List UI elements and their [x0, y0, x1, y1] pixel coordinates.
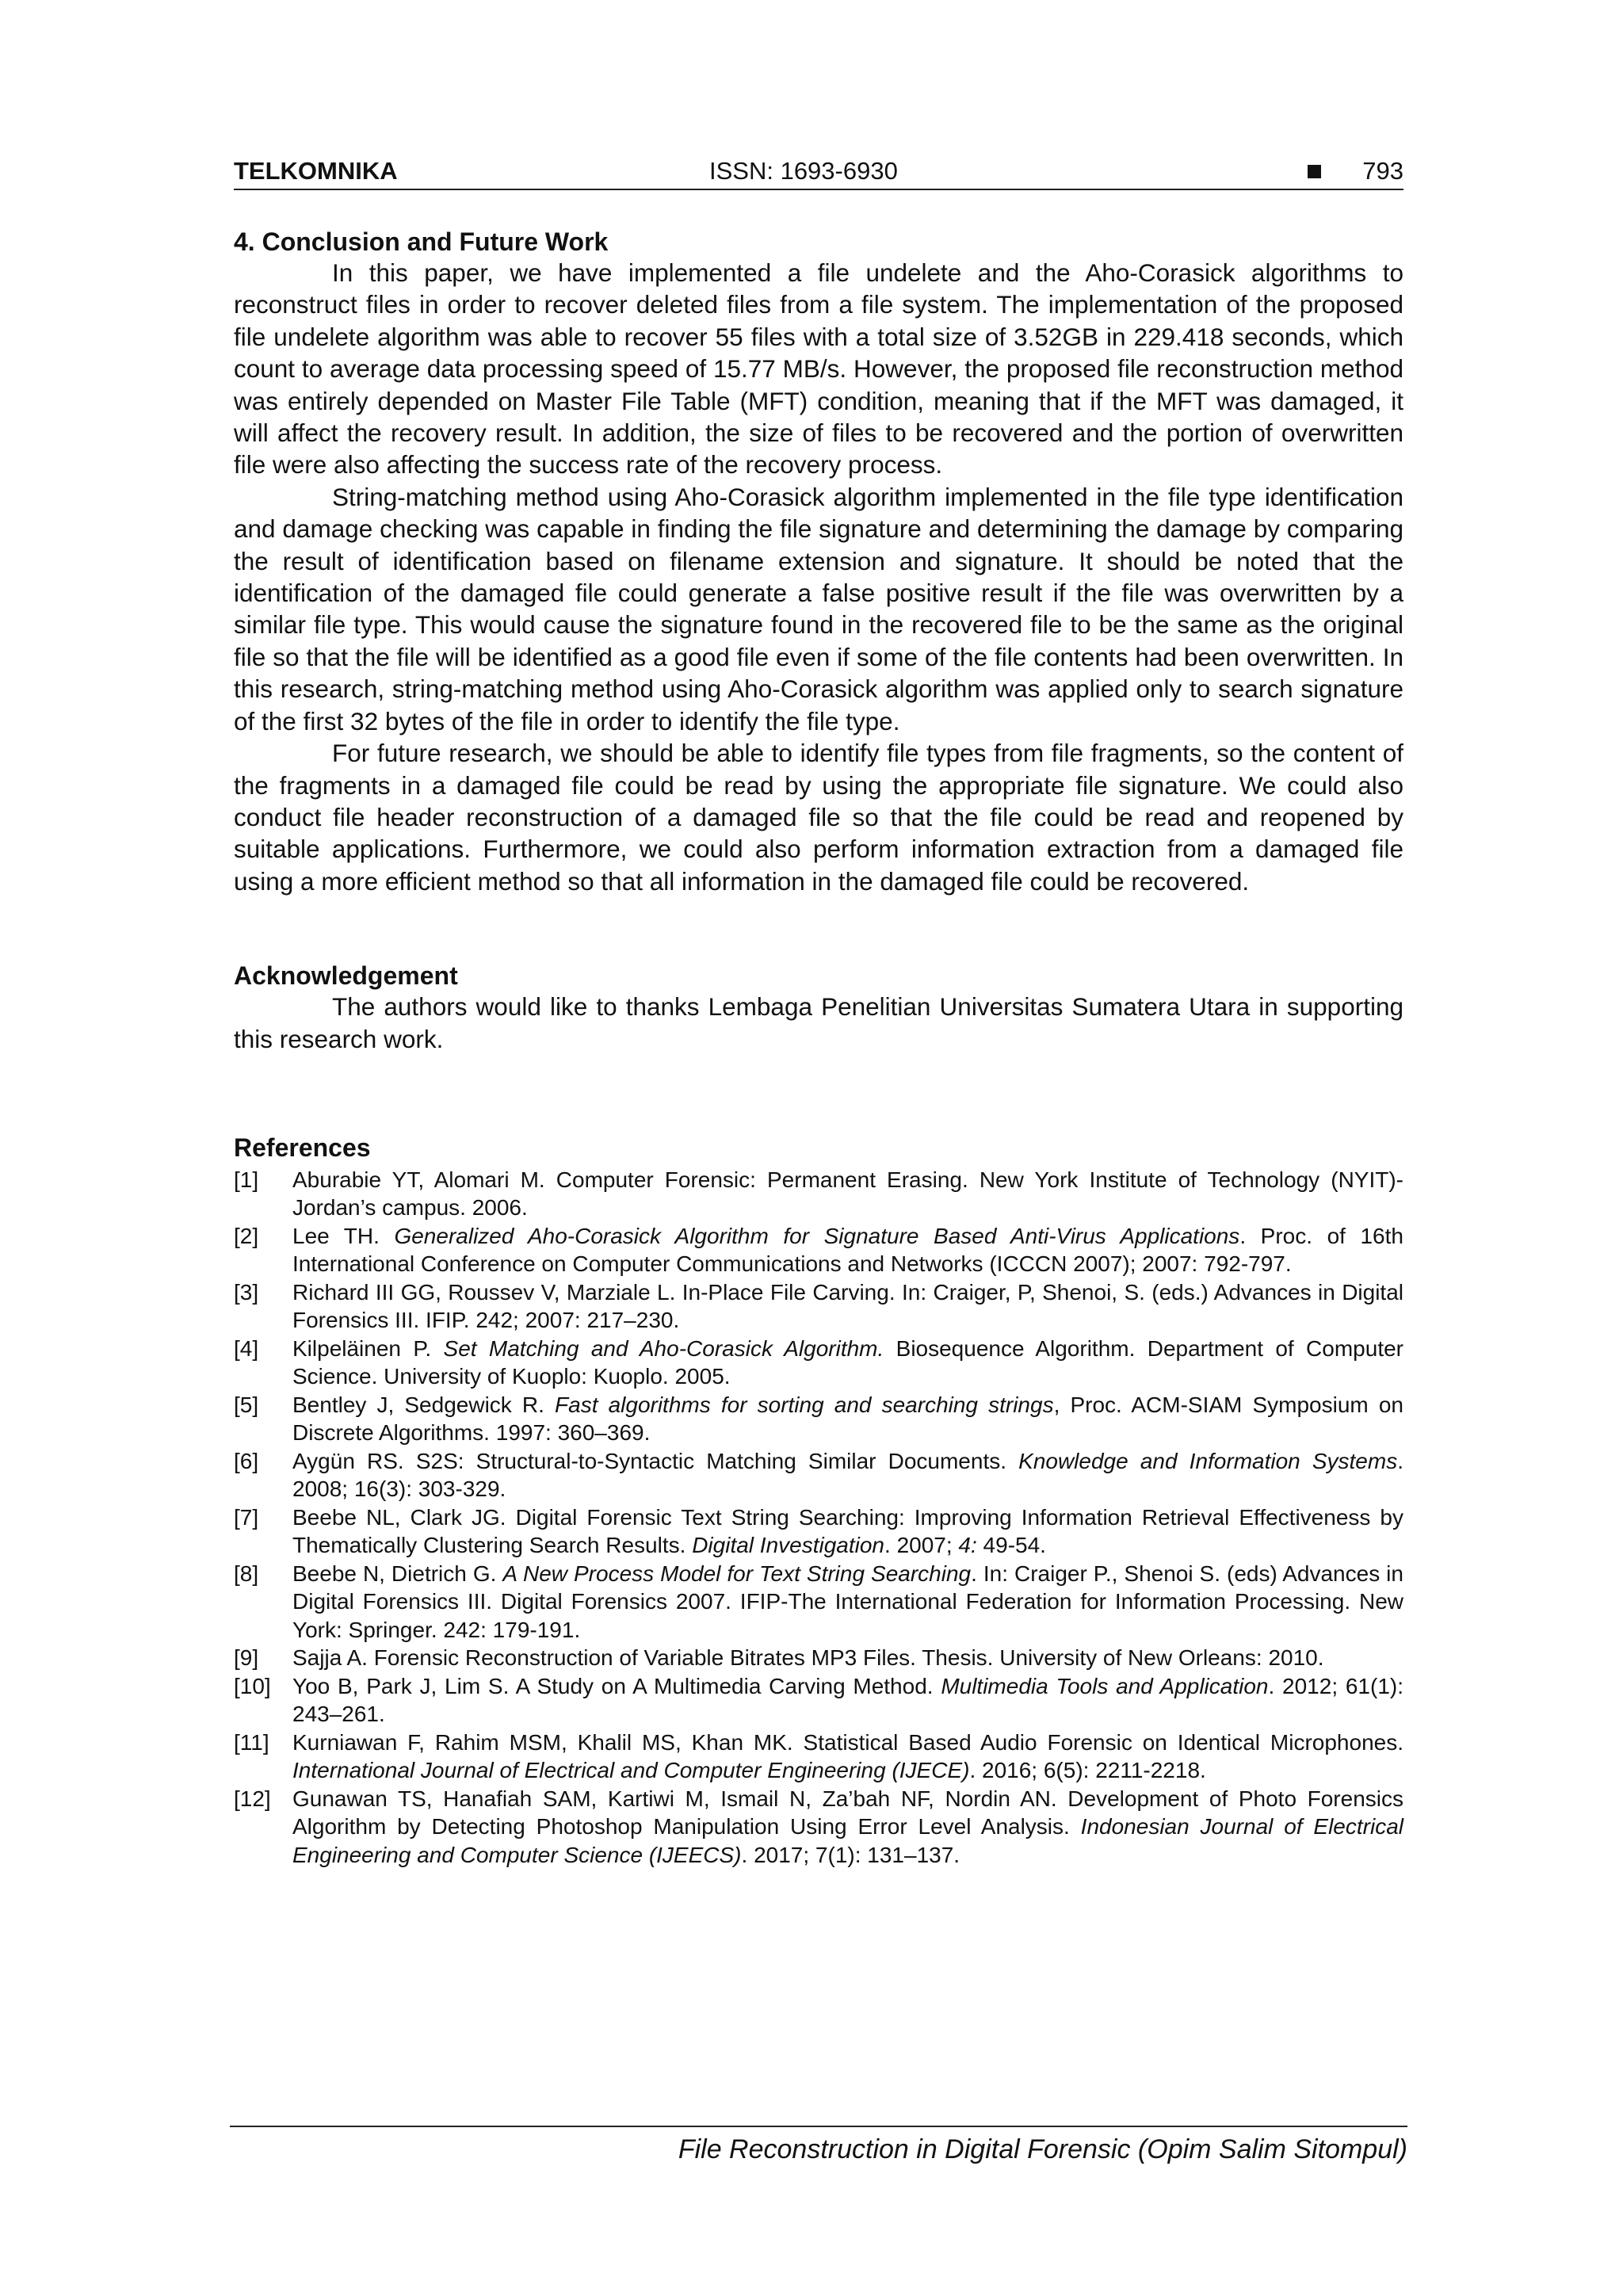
reference-item [234, 1672, 1403, 1729]
reference-item [234, 1644, 1403, 1672]
reference-text [292, 1222, 1403, 1278]
reference-segment: Biosequence Algorithm. Department of Computer Science. University of Kuoplo: Kuoplo. 2005. [292, 1335, 1403, 1389]
reference-list [234, 1166, 1403, 1870]
reference-italic-segment: Generalized Aho-Corasick Algorithm for Signature Based Anti-Virus Applications [394, 1223, 1240, 1248]
journal-name: TELKOMNIKA [234, 157, 398, 185]
reference-segment: Kilpeläinen P. [292, 1335, 444, 1361]
reference-text [292, 1560, 1403, 1645]
reference-text [292, 1335, 1403, 1391]
reference-segment: . 2016; 6(5): 2211-2218. [969, 1758, 1206, 1783]
reference-segment: Aygün RS. S2S: Structural-to-Syntactic Matching Similar Documents. [292, 1448, 1019, 1473]
references-section [234, 1133, 1403, 1870]
reference-number: [4] [234, 1335, 259, 1361]
reference-number: [8] [234, 1561, 259, 1586]
reference-italic-segment: Set Matching and Aho-Corasick Algorithm. [443, 1335, 884, 1361]
reference-item [234, 1222, 1403, 1278]
reference-item [234, 1335, 1403, 1391]
reference-text [292, 1278, 1403, 1335]
reference-number: [3] [234, 1279, 259, 1305]
reference-italic-segment: Indonesian Journal of Electrical Engineering and Computer Science (IJEECS) [292, 1814, 1403, 1867]
reference-text [292, 1785, 1403, 1870]
reference-number: [10] [234, 1673, 271, 1698]
reference-segment: Kurniawan F, Rahim MSM, Khalil MS, Khan MK. Statistical Based Audio Forensic on Identical Microphones. [292, 1729, 1403, 1755]
square-bullet-icon [1308, 165, 1321, 178]
reference-item [234, 1785, 1403, 1870]
reference-italic-segment: A New Process Model for Text String Searching [502, 1561, 972, 1586]
conclusion-paragraph: For future research, we should be able to identify file types from file fragments, so the content of the fragments in a damaged file could be read by using the appropriate file signature. We could also conduct file header reconstruction of a damaged file so that the file could be read and reopened by suitable applications. Furthermore, we could also perform information extraction from a damaged file using a more efficient method so that all information in the damaged file could be recovered. [234, 739, 1403, 896]
reference-number: [11] [234, 1729, 269, 1755]
conclusion-paragraph: String-matching method using Aho-Corasick algorithm implemented in the file type identification and damage checking was capable in finding the file signature and determining the damage by comparing the result of identification based on filename extension and signature. It should be noted that the identification of the damaged file could generate a false positive result if the file was overwritten by a similar file type. This would cause the signature found in the recovered file to be the same as the original file so that the file will be identified as a good file even if some of the file contents had been overwritten. In this research, string-matching method using Aho-Corasick algorithm was applied only to search signature of the first 32 bytes of the file in order to identify the file type. [234, 482, 1403, 735]
reference-italic-segment: Fast algorithms for sorting and searching strings [555, 1392, 1054, 1417]
reference-item [234, 1729, 1403, 1785]
reference-segment: Beebe N, Dietrich G. [292, 1561, 503, 1586]
reference-item [234, 1166, 1403, 1222]
reference-segment: . 2012; 61(1): 243–261. [292, 1673, 1403, 1727]
reference-segment: . 2008; 16(3): 303-329. [292, 1448, 1403, 1502]
reference-segment: Lee TH. [292, 1223, 395, 1248]
reference-item [234, 1391, 1403, 1447]
issn: ISSN: 1693-6930 [709, 157, 898, 185]
reference-segment: . In: Craiger P., Shenoi S. (eds) Advances in Digital Forensics III. Digital Forensics 2007. IFIP-The International Federation for Information Processing. New York: Springer. 242: 179-191. [292, 1561, 1403, 1642]
section-title-conclusion: 4. Conclusion and Future Work [234, 227, 609, 256]
reference-italic-segment: Digital Investigation [692, 1533, 885, 1558]
reference-segment: Aburabie YT, Alomari M. Computer Forensic: Permanent Erasing. New York Institute of Technology (NYIT)-Jordan’s campus. 2006. [292, 1167, 1403, 1221]
reference-number: [9] [234, 1645, 259, 1671]
reference-item [234, 1447, 1403, 1503]
reference-segment: 49-54. [976, 1533, 1046, 1558]
reference-number: [2] [234, 1223, 259, 1248]
reference-segment: Yoo B, Park J, Lim S. A Study on A Multimedia Carving Method. [292, 1673, 941, 1698]
page-content [234, 155, 1403, 1869]
conclusion-paragraph: In this paper, we have implemented a file undelete and the Aho-Corasick algorithms to reconstruct files in order to recover deleted files from a file system. The implementation of the proposed file undelete algorithm was able to recover 55 files with a total size of 3.52GB in 229.418 seconds, which count to average data processing speed of 15.77 MB/s. However, the proposed file reconstruction method was entirely depended on Master File Table (MFT) condition, meaning that if the MFT was damaged, it will affect the recovery result. In addition, the size of files to be recovered and the portion of overwritten file were also affecting the success rate of the recovery process. [234, 258, 1403, 479]
reference-segment: Gunawan TS, Hanafiah SAM, Kartiwi M, Ismail N, Za’bah NF, Nordin AN. Development of Photo Forensics Algorithm by Detecting Photoshop Manipulation Using Error Level Analysis. [292, 1786, 1403, 1839]
reference-segment: . 2017; 7(1): 131–137. [741, 1842, 960, 1867]
reference-segment: Richard III GG, Roussev V, Marziale L. In-Place File Carving. In: Craiger, P, Shenoi, S. (eds.) Advances in Digital Forensics III. IFIP. 242; 2007: 217–230. [292, 1279, 1403, 1333]
reference-italic-segment: International Journal of Electrical and Computer Engineering (IJECE) [292, 1758, 970, 1783]
conclusion-section [234, 227, 1403, 897]
reference-text [292, 1503, 1403, 1560]
reference-number: [7] [234, 1504, 259, 1530]
reference-text [292, 1391, 1403, 1447]
reference-number: [6] [234, 1448, 259, 1473]
reference-segment: . 2007; [884, 1533, 959, 1558]
reference-italic-segment: Multimedia Tools and Application [941, 1673, 1269, 1698]
page-number: 793 [1362, 157, 1403, 185]
reference-text [292, 1729, 1403, 1785]
acknowledgement-paragraph: The authors would like to thanks Lembaga Penelitian Universitas Sumatera Utara in supporting this research work. [234, 992, 1403, 1053]
reference-number: [1] [234, 1167, 259, 1192]
page-number-block [1308, 155, 1403, 187]
running-footer: File Reconstruction in Digital Forensic (Opim Salim Sitompul) [230, 2126, 1407, 2165]
reference-number: [5] [234, 1392, 259, 1417]
reference-item [234, 1560, 1403, 1645]
reference-text [292, 1166, 1403, 1222]
reference-segment: Sajja A. Forensic Reconstruction of Variable Bitrates MP3 Files. Thesis. University of New Orleans: 2010. [292, 1645, 1324, 1671]
reference-italic-segment: Knowledge and Information Systems [1018, 1448, 1398, 1473]
acknowledgement-section [234, 961, 1403, 1055]
reference-italic-segment: 4: [958, 1533, 977, 1558]
reference-segment: , Proc. ACM-SIAM Symposium on Discrete Algorithms. 1997: 360–369. [292, 1392, 1403, 1446]
reference-number: [12] [234, 1786, 271, 1811]
reference-text [292, 1644, 1403, 1672]
running-header [234, 155, 1403, 190]
reference-segment: . Proc. of 16th International Conference on Computer Communications and Networks (ICCCN 2007); 2007: 792-797. [292, 1223, 1403, 1277]
reference-text [292, 1447, 1403, 1503]
reference-item [234, 1503, 1403, 1560]
reference-item [234, 1278, 1403, 1335]
section-title-references: References [234, 1133, 371, 1162]
section-title-acknowledgement: Acknowledgement [234, 961, 458, 991]
reference-segment: Bentley J, Sedgewick R. [292, 1392, 556, 1417]
reference-segment: Beebe NL, Clark JG. Digital Forensic Text String Searching: Improving Information Retrieval Effectiveness by Thematically Clustering Search Results. [292, 1504, 1403, 1558]
reference-text [292, 1672, 1403, 1729]
